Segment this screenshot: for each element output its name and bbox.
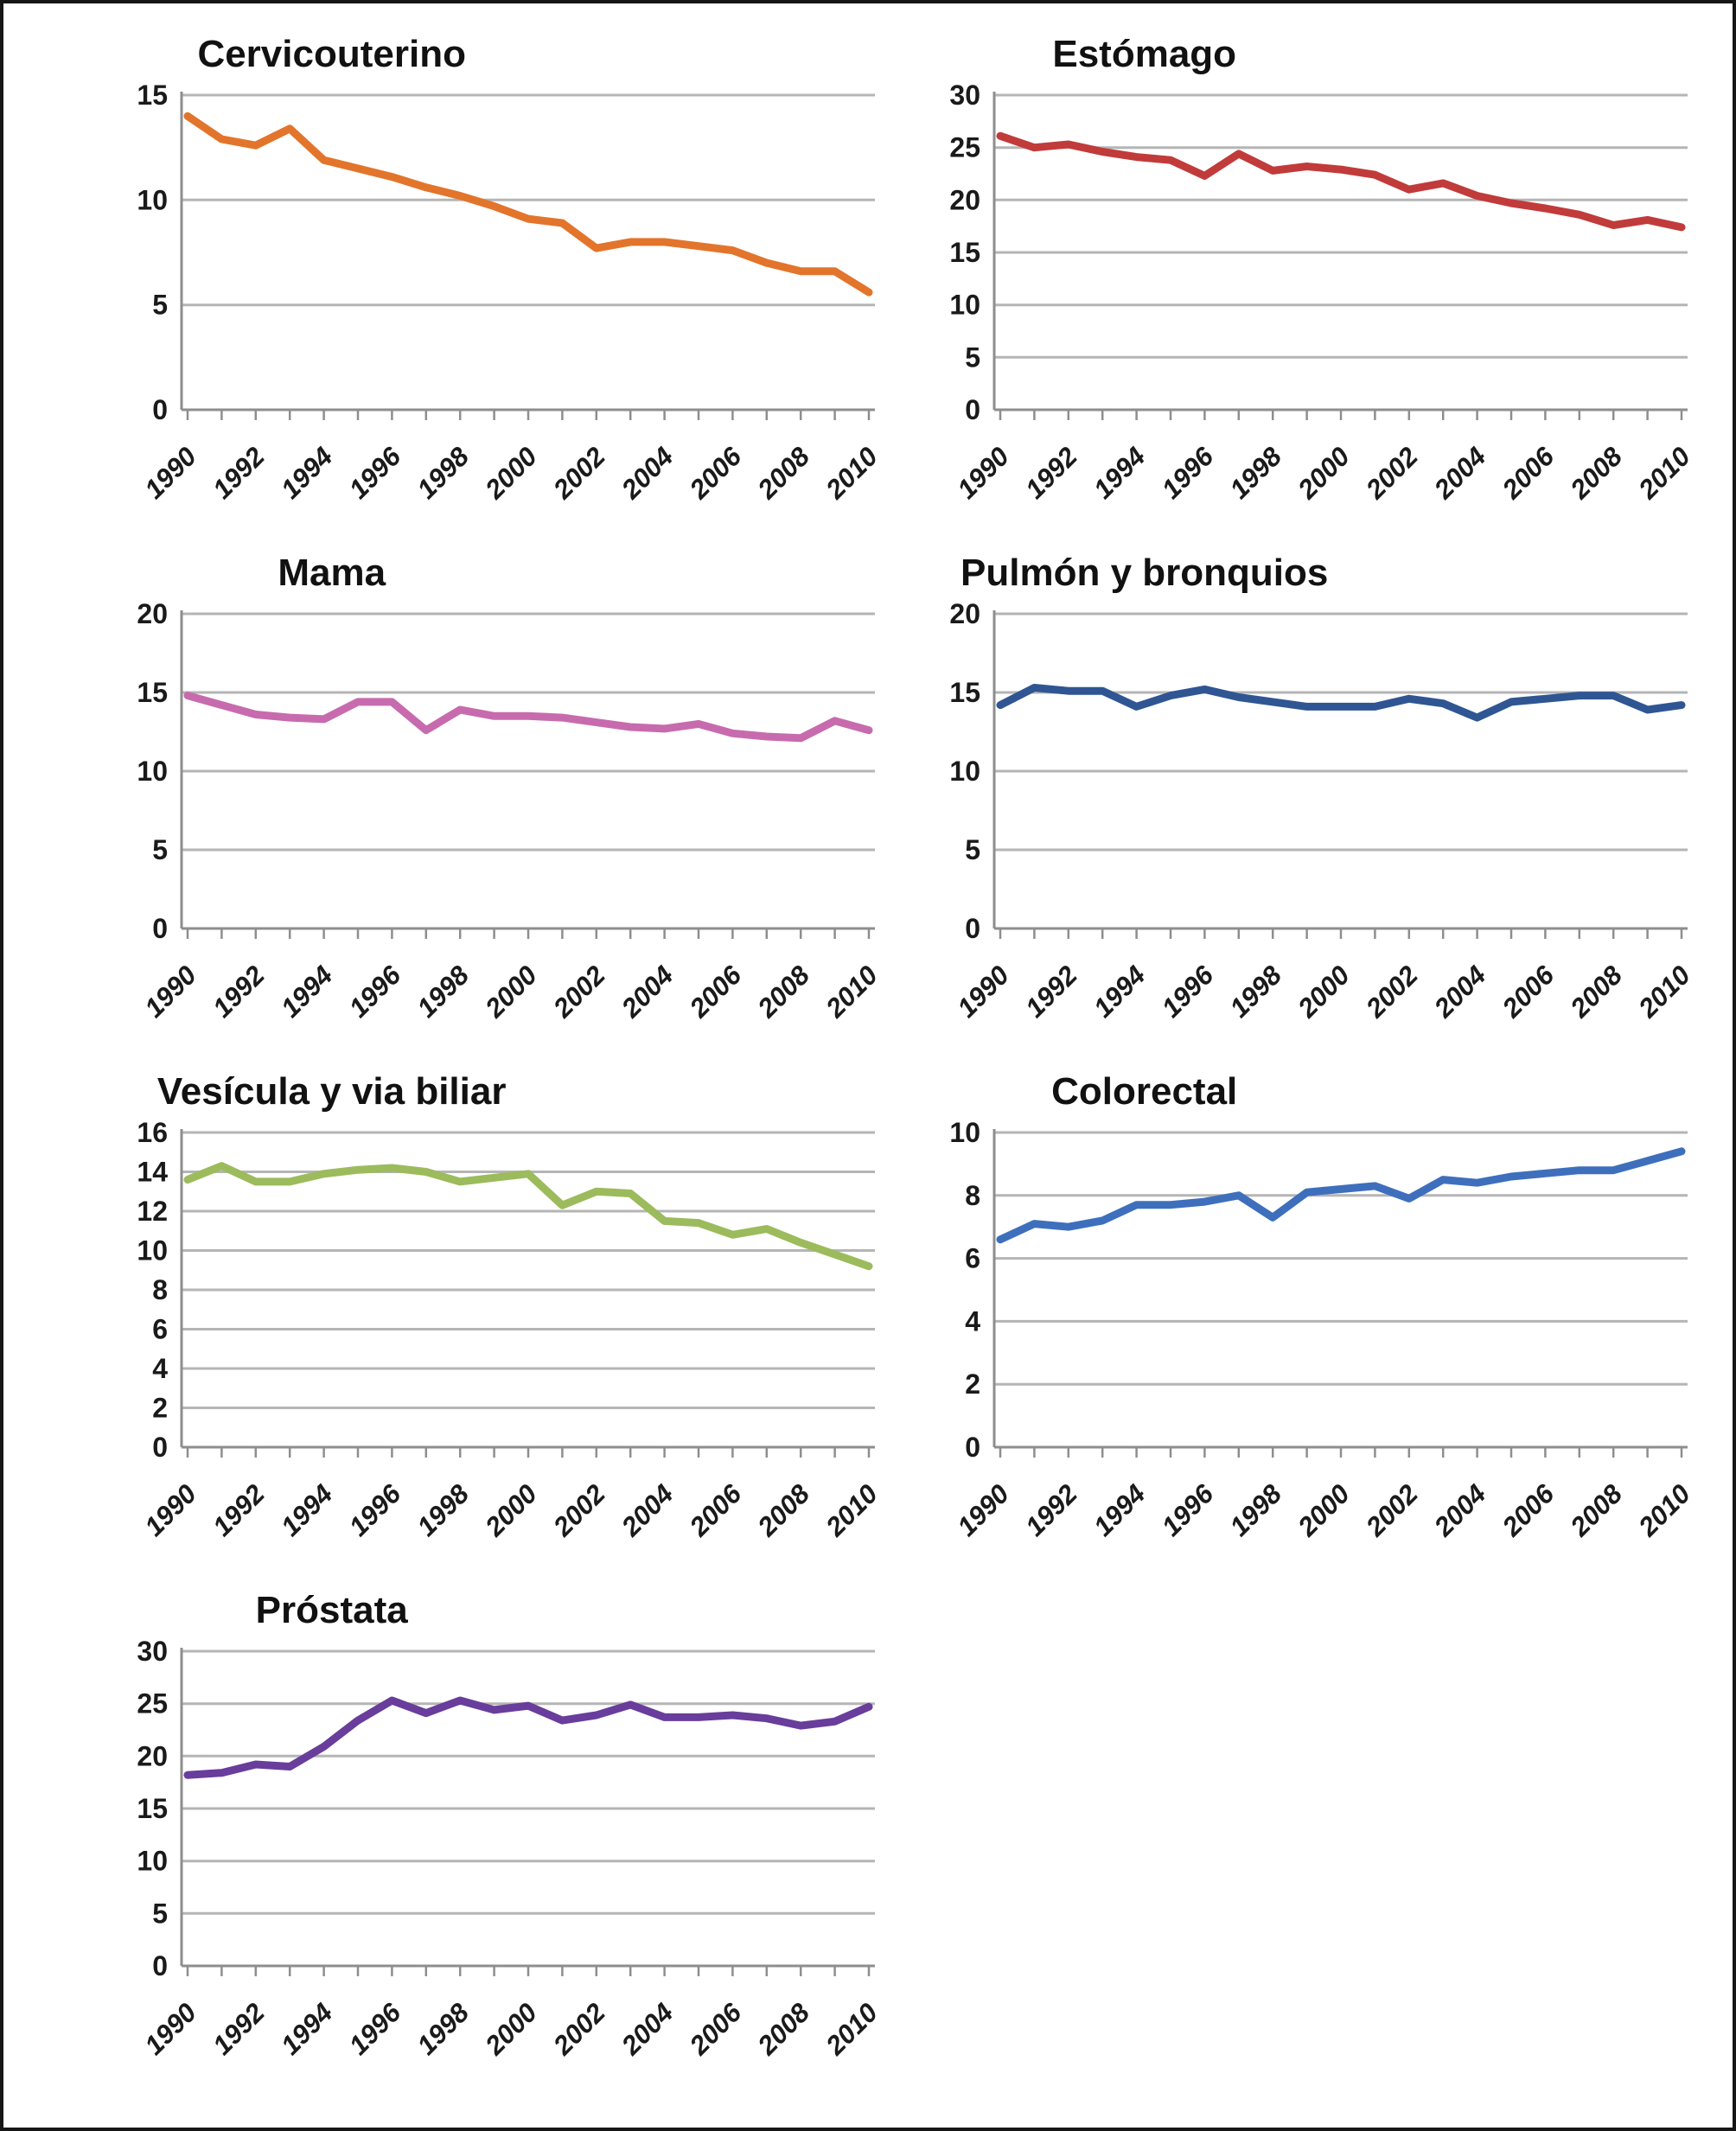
chart-title-cervicouterino: Cervicouterino <box>197 33 466 75</box>
x-tick-labels <box>138 960 884 1024</box>
gridlines <box>994 614 1688 850</box>
y-tick-label: 15 <box>949 677 980 708</box>
x-tick-labels <box>138 1997 884 2062</box>
x-tick-label: 1996 <box>342 1997 407 2061</box>
y-tick-label: 2 <box>152 1392 168 1424</box>
x-tick-label: 2000 <box>479 1997 543 2061</box>
chart-canvas-mama <box>90 600 894 1060</box>
y-tick-label: 20 <box>137 600 168 629</box>
x-tick-label: 2000 <box>1292 960 1356 1024</box>
x-tick-label: 2008 <box>1564 960 1629 1024</box>
x-tick-label: 2004 <box>1428 960 1492 1024</box>
axes <box>994 1129 1688 1447</box>
chart-vesicula-y-via-biliar <box>90 1065 894 1584</box>
chart-canvas-cervicouterino <box>90 81 894 541</box>
chart-prostata <box>90 1584 894 2102</box>
x-tick-label: 2002 <box>1360 441 1424 505</box>
y-tick-labels <box>949 600 980 944</box>
y-tick-label: 20 <box>137 1740 168 1772</box>
y-tick-label: 10 <box>137 756 168 787</box>
x-tick-label: 1992 <box>207 960 271 1024</box>
y-tick-label: 0 <box>152 394 168 425</box>
x-tick-label: 1998 <box>411 441 475 505</box>
y-tick-label: 10 <box>137 184 168 216</box>
y-tick-label: 15 <box>949 237 980 268</box>
y-tick-labels <box>949 81 980 425</box>
charts-grid <box>90 28 1715 2102</box>
x-tick-label: 1996 <box>1155 960 1220 1024</box>
x-tick-labels <box>951 441 1696 506</box>
y-tick-label: 10 <box>949 1119 980 1148</box>
y-tick-label: 5 <box>152 1898 168 1930</box>
x-tick-label: 2008 <box>751 441 816 505</box>
x-tick-label: 1994 <box>275 1478 339 1542</box>
y-tick-label: 15 <box>137 1793 168 1824</box>
x-tick-labels <box>951 960 1696 1024</box>
chart-canvas-estomago <box>903 81 1707 541</box>
x-tick-label: 1992 <box>207 441 271 505</box>
y-tick-label: 15 <box>137 81 168 111</box>
x-tick-marks <box>188 928 869 939</box>
x-tick-label: 1996 <box>342 441 407 505</box>
y-tick-label: 16 <box>137 1119 168 1148</box>
x-tick-marks <box>188 1447 869 1458</box>
y-tick-label: 0 <box>152 1432 168 1463</box>
axes <box>182 610 875 928</box>
chart-pulmon-y-bronquios <box>903 546 1707 1065</box>
y-tick-label: 12 <box>137 1196 168 1227</box>
y-tick-label: 14 <box>137 1156 168 1188</box>
chart-mama <box>90 546 894 1065</box>
x-tick-label: 2002 <box>1360 960 1424 1024</box>
x-tick-label: 2002 <box>547 1478 611 1542</box>
chart-estomago <box>903 28 1707 546</box>
x-tick-label: 2008 <box>1564 441 1629 505</box>
x-tick-label: 2004 <box>616 960 680 1024</box>
y-tick-label: 6 <box>965 1242 980 1274</box>
series-line <box>188 1700 869 1775</box>
y-tick-labels <box>949 1119 980 1463</box>
y-tick-label: 10 <box>949 289 980 321</box>
y-tick-label: 2 <box>965 1369 980 1400</box>
x-tick-marks <box>188 410 869 420</box>
x-tick-label: 1990 <box>951 960 1015 1024</box>
gridlines <box>994 95 1688 357</box>
x-tick-label: 1990 <box>138 960 202 1024</box>
y-tick-label: 10 <box>137 1845 168 1877</box>
y-tick-labels <box>137 1637 168 1981</box>
x-tick-label: 1998 <box>1223 1478 1288 1542</box>
y-tick-label: 4 <box>152 1353 168 1384</box>
chart-canvas-vesicula-y-via-biliar <box>90 1119 894 1579</box>
axes <box>994 92 1688 410</box>
x-tick-label: 1990 <box>138 441 202 505</box>
x-tick-label: 1998 <box>411 960 475 1024</box>
x-tick-label: 1990 <box>951 441 1015 505</box>
x-tick-label: 1998 <box>411 1478 475 1542</box>
y-tick-label: 6 <box>152 1313 168 1345</box>
x-tick-label: 1998 <box>411 1997 475 2061</box>
axes <box>182 92 875 410</box>
y-tick-label: 25 <box>949 131 980 163</box>
x-tick-label: 1994 <box>1088 441 1152 505</box>
y-tick-label: 30 <box>949 81 980 111</box>
y-tick-label: 20 <box>949 184 980 216</box>
x-tick-marks <box>1000 1447 1682 1458</box>
x-tick-label: 1992 <box>1019 441 1083 505</box>
x-tick-label: 2004 <box>1428 1478 1492 1542</box>
x-tick-label: 2010 <box>1632 960 1696 1024</box>
x-tick-label: 1990 <box>951 1478 1015 1542</box>
x-tick-label: 1992 <box>1019 1478 1083 1542</box>
series-line <box>188 696 869 738</box>
x-tick-label: 1996 <box>1155 1478 1220 1542</box>
y-tick-labels <box>137 1119 168 1463</box>
x-tick-label: 2006 <box>1496 1478 1560 1542</box>
y-tick-label: 5 <box>965 341 980 373</box>
x-tick-label: 2008 <box>751 1478 816 1542</box>
chart-canvas-pulmon-y-bronquios <box>903 600 1707 1060</box>
x-tick-label: 1990 <box>138 1997 202 2061</box>
x-tick-label: 2010 <box>1632 1478 1696 1542</box>
y-tick-labels <box>137 600 168 944</box>
x-tick-label: 1994 <box>275 960 339 1024</box>
x-tick-label: 1992 <box>207 1478 271 1542</box>
y-tick-label: 0 <box>965 913 980 944</box>
axes <box>994 610 1688 928</box>
x-tick-label: 2006 <box>683 441 748 505</box>
x-tick-label: 1996 <box>1155 441 1220 505</box>
chart-title-vesicula-y-via-biliar: Vesícula y via biliar <box>156 1070 507 1113</box>
chart-title-pulmon-y-bronquios: Pulmón y bronquios <box>961 552 1329 594</box>
x-tick-label: 1992 <box>1019 960 1083 1024</box>
x-tick-marks <box>1000 928 1682 939</box>
gridlines <box>182 614 875 850</box>
y-tick-label: 0 <box>152 913 168 944</box>
gridlines <box>182 1651 875 1913</box>
y-tick-label: 0 <box>152 1950 168 1981</box>
x-tick-label: 2010 <box>820 441 884 505</box>
y-tick-label: 30 <box>137 1637 168 1667</box>
x-tick-label: 1996 <box>342 960 407 1024</box>
x-tick-label: 2002 <box>547 960 611 1024</box>
y-tick-label: 5 <box>152 834 168 865</box>
chart-colorectal <box>903 1065 1707 1584</box>
y-tick-label: 25 <box>137 1688 168 1719</box>
chart-title-colorectal: Colorectal <box>1051 1070 1238 1113</box>
x-tick-label: 2010 <box>820 960 884 1024</box>
x-tick-label: 1994 <box>275 1997 339 2061</box>
x-tick-label: 2006 <box>683 1478 748 1542</box>
axes <box>182 1648 875 1966</box>
x-tick-label: 1990 <box>138 1478 202 1542</box>
empty-cell <box>903 1584 1707 2102</box>
chart-cervicouterino <box>90 28 894 546</box>
y-tick-label: 8 <box>965 1179 980 1211</box>
series-line <box>1000 136 1682 227</box>
y-tick-label: 8 <box>152 1274 168 1305</box>
y-tick-label: 4 <box>965 1305 980 1337</box>
x-tick-label: 1994 <box>1088 960 1152 1024</box>
y-tick-label: 0 <box>965 1432 980 1463</box>
x-tick-label: 2006 <box>683 1997 748 2061</box>
chart-canvas-colorectal <box>903 1119 1707 1579</box>
x-tick-label: 1994 <box>1088 1478 1152 1542</box>
y-tick-label: 15 <box>137 677 168 708</box>
x-tick-label: 1998 <box>1223 960 1288 1024</box>
chart-canvas-prostata <box>90 1637 894 2097</box>
y-tick-label: 0 <box>965 394 980 425</box>
x-tick-label: 2000 <box>479 1478 543 1542</box>
x-tick-label: 1996 <box>342 1478 407 1542</box>
y-tick-label: 10 <box>949 756 980 787</box>
x-tick-marks <box>1000 410 1682 420</box>
x-tick-label: 2000 <box>479 960 543 1024</box>
y-tick-label: 20 <box>949 600 980 629</box>
x-tick-labels <box>138 441 884 506</box>
x-tick-label: 2000 <box>479 441 543 505</box>
x-tick-label: 2008 <box>1564 1478 1629 1542</box>
x-tick-label: 2010 <box>820 1997 884 2061</box>
x-tick-label: 2010 <box>1632 441 1696 505</box>
x-tick-label: 2006 <box>1496 441 1560 505</box>
x-tick-label: 2002 <box>547 1997 611 2061</box>
x-tick-label: 1998 <box>1223 441 1288 505</box>
x-tick-label: 1992 <box>207 1997 271 2061</box>
y-tick-labels <box>137 81 168 425</box>
x-tick-label: 1994 <box>275 441 339 505</box>
x-tick-label: 2008 <box>751 960 816 1024</box>
x-tick-label: 2002 <box>547 441 611 505</box>
x-tick-marks <box>188 1966 869 1976</box>
y-tick-label: 5 <box>152 289 168 321</box>
chart-title-estomago: Estómago <box>1052 33 1237 75</box>
y-tick-label: 5 <box>965 834 980 865</box>
x-tick-label: 2000 <box>1292 1478 1356 1542</box>
x-tick-label: 2004 <box>616 441 680 505</box>
x-tick-label: 2010 <box>820 1478 884 1542</box>
x-tick-label: 2008 <box>751 1997 816 2061</box>
x-tick-labels <box>951 1478 1696 1543</box>
x-tick-label: 2002 <box>1360 1478 1424 1542</box>
x-tick-label: 2006 <box>683 960 748 1024</box>
chart-title-mama: Mama <box>278 552 386 594</box>
y-tick-label: 10 <box>137 1235 168 1266</box>
x-tick-label: 2004 <box>616 1997 680 2061</box>
x-tick-label: 2006 <box>1496 960 1560 1024</box>
x-tick-labels <box>138 1478 884 1543</box>
x-tick-label: 2004 <box>1428 441 1492 505</box>
series-line <box>188 116 869 292</box>
x-tick-label: 2004 <box>616 1478 680 1542</box>
chart-title-prostata: Próstata <box>255 1589 408 1631</box>
x-tick-label: 2000 <box>1292 441 1356 505</box>
